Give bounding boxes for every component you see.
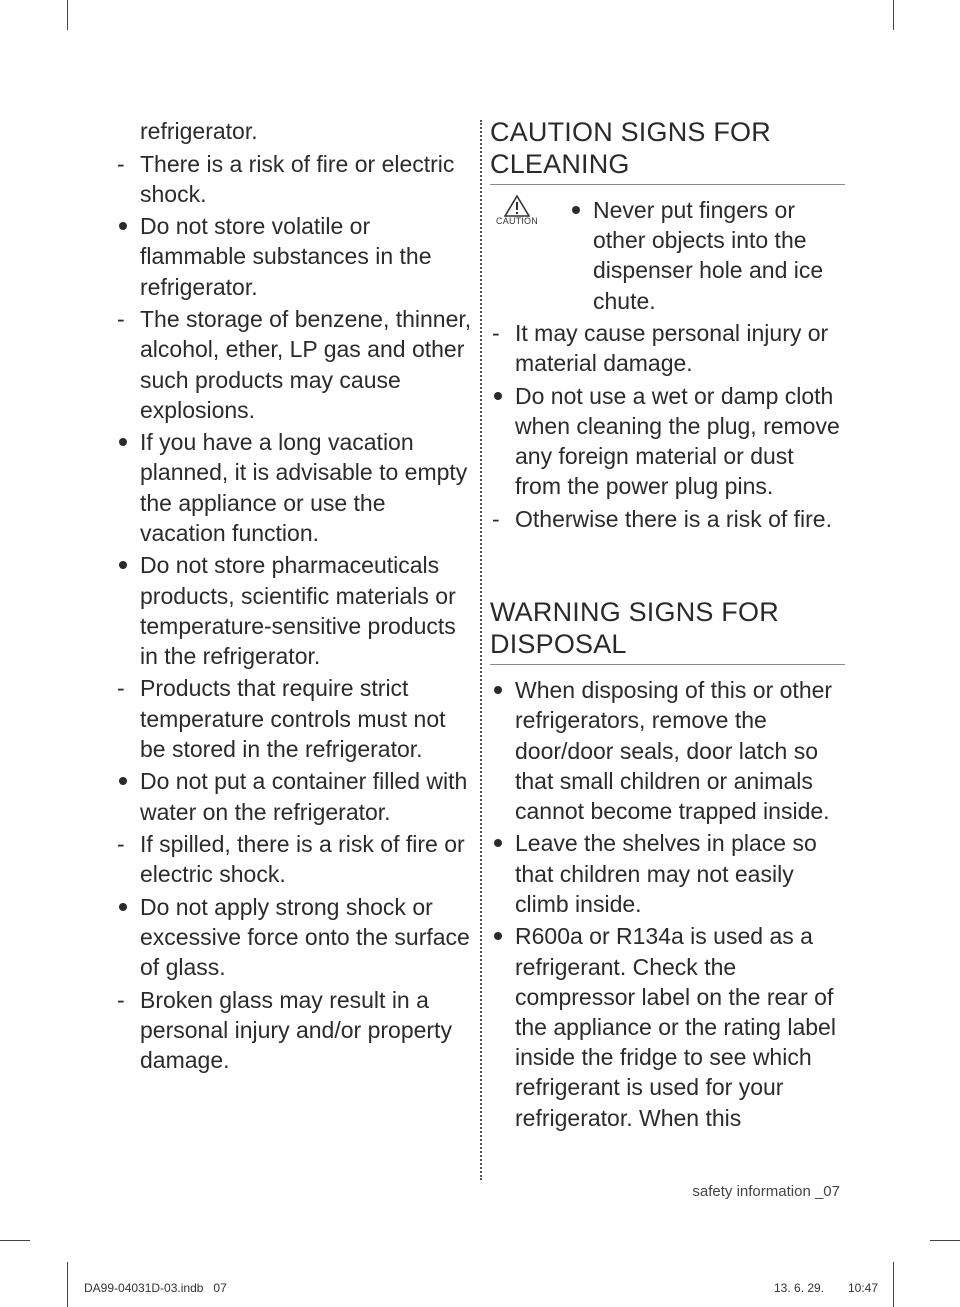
slug-file: DA99-04031D-03.indb 07 <box>84 1281 227 1295</box>
item-text: Do not use a wet or damp cloth when cleaning the plug, remove any foreign material or dust from the power plug pins. <box>515 382 840 500</box>
caution-section <box>490 116 845 534</box>
item-text: If spilled, there is a risk of fire or electric shock. <box>140 831 465 888</box>
item-text: Leave the shelves in place so that children may not easily climb inside. <box>515 830 817 917</box>
item-text: Products that require strict temperature controls must not be stored in the refrigerator. <box>140 675 446 762</box>
dash-icon: - <box>492 320 500 347</box>
caution-triangle-icon <box>492 195 542 226</box>
caution-first-item <box>490 195 845 316</box>
item-text: Do not apply strong shock or excessive force onto the surface of glass. <box>140 893 470 981</box>
list-item <box>490 675 845 826</box>
item-text: Broken glass may result in a personal injury and/or property damage. <box>140 986 452 1074</box>
item-text: If you have a long vacation planned, it is advisable to empty the appliance or use the vacation function. <box>140 429 468 546</box>
column-divider <box>480 120 482 1180</box>
caution-list <box>490 318 845 534</box>
item-text: It may cause personal injury or material damage. <box>515 320 829 377</box>
right-column <box>490 116 845 1135</box>
warning-heading: WARNING SIGNS FOR DISPOSAL <box>490 596 845 665</box>
crop-mark <box>67 0 68 30</box>
slug-date: 13. 6. 29. <box>774 1281 825 1295</box>
dash-icon: - <box>117 986 125 1013</box>
item-text: Do not store volatile or flammable substances in the refrigerator. <box>140 213 432 300</box>
crop-mark <box>893 1262 894 1307</box>
warning-list <box>490 675 845 1133</box>
list-item <box>115 985 475 1076</box>
list-item <box>490 828 845 919</box>
list-item <box>115 829 475 889</box>
item-text: Do not put a container filled with water on the refrigerator. <box>140 768 468 825</box>
dash-icon: - <box>117 831 125 858</box>
crop-mark <box>893 0 894 30</box>
dash-icon: - <box>117 306 125 333</box>
list-item <box>490 921 845 1132</box>
caution-icon-label: CAUTION <box>496 216 538 226</box>
crop-mark <box>0 1240 30 1241</box>
crop-mark <box>930 1240 960 1241</box>
list-item <box>490 318 845 378</box>
list-item <box>115 766 475 826</box>
dash-icon: - <box>117 675 125 702</box>
list-item <box>568 195 845 316</box>
item-text: There is a risk of fire or electric shock. <box>140 150 455 207</box>
list-item <box>115 149 475 209</box>
caution-heading: CAUTION SIGNS FOR CLEANING <box>490 116 845 185</box>
dash-icon: - <box>117 150 125 177</box>
page-footer-label: safety information _07 <box>692 1183 840 1200</box>
list-item <box>490 381 845 502</box>
list-item <box>115 550 475 671</box>
item-text: refrigerator. <box>140 118 258 144</box>
item-text: The storage of benzene, thinner, alcohol, ether, LP gas and other such products may cause explosions. <box>140 306 472 423</box>
list-item <box>115 892 475 983</box>
list-item <box>115 304 475 425</box>
slug-time: 10:47 <box>848 1281 879 1295</box>
list-item <box>115 116 475 146</box>
list-item <box>115 427 475 548</box>
item-text: Never put fingers or other objects into the dispenser hole and ice chute. <box>593 197 824 314</box>
warning-section <box>490 596 845 1133</box>
item-text: Otherwise there is a risk of fire. <box>515 505 832 532</box>
list-item <box>115 211 475 302</box>
item-text: R600a or R134a is used as a refrigerant. Check the compressor label on the rear of the appliance or the rating label inside the fridge to see which refrigerant is used for your refrigerator. When this <box>515 923 836 1131</box>
list-item <box>490 504 845 534</box>
dash-icon: - <box>492 505 500 532</box>
list-item <box>115 673 475 764</box>
item-text: Do not store pharmaceuticals products, scientific materials or temperature-sensitive products in the refrigerator. <box>140 552 456 669</box>
left-column <box>115 116 475 1078</box>
crop-mark <box>67 1262 68 1307</box>
item-text: When disposing of this or other refrigerators, remove the door/door seals, door latch so that small children or animals cannot become trapped inside. <box>515 677 833 824</box>
